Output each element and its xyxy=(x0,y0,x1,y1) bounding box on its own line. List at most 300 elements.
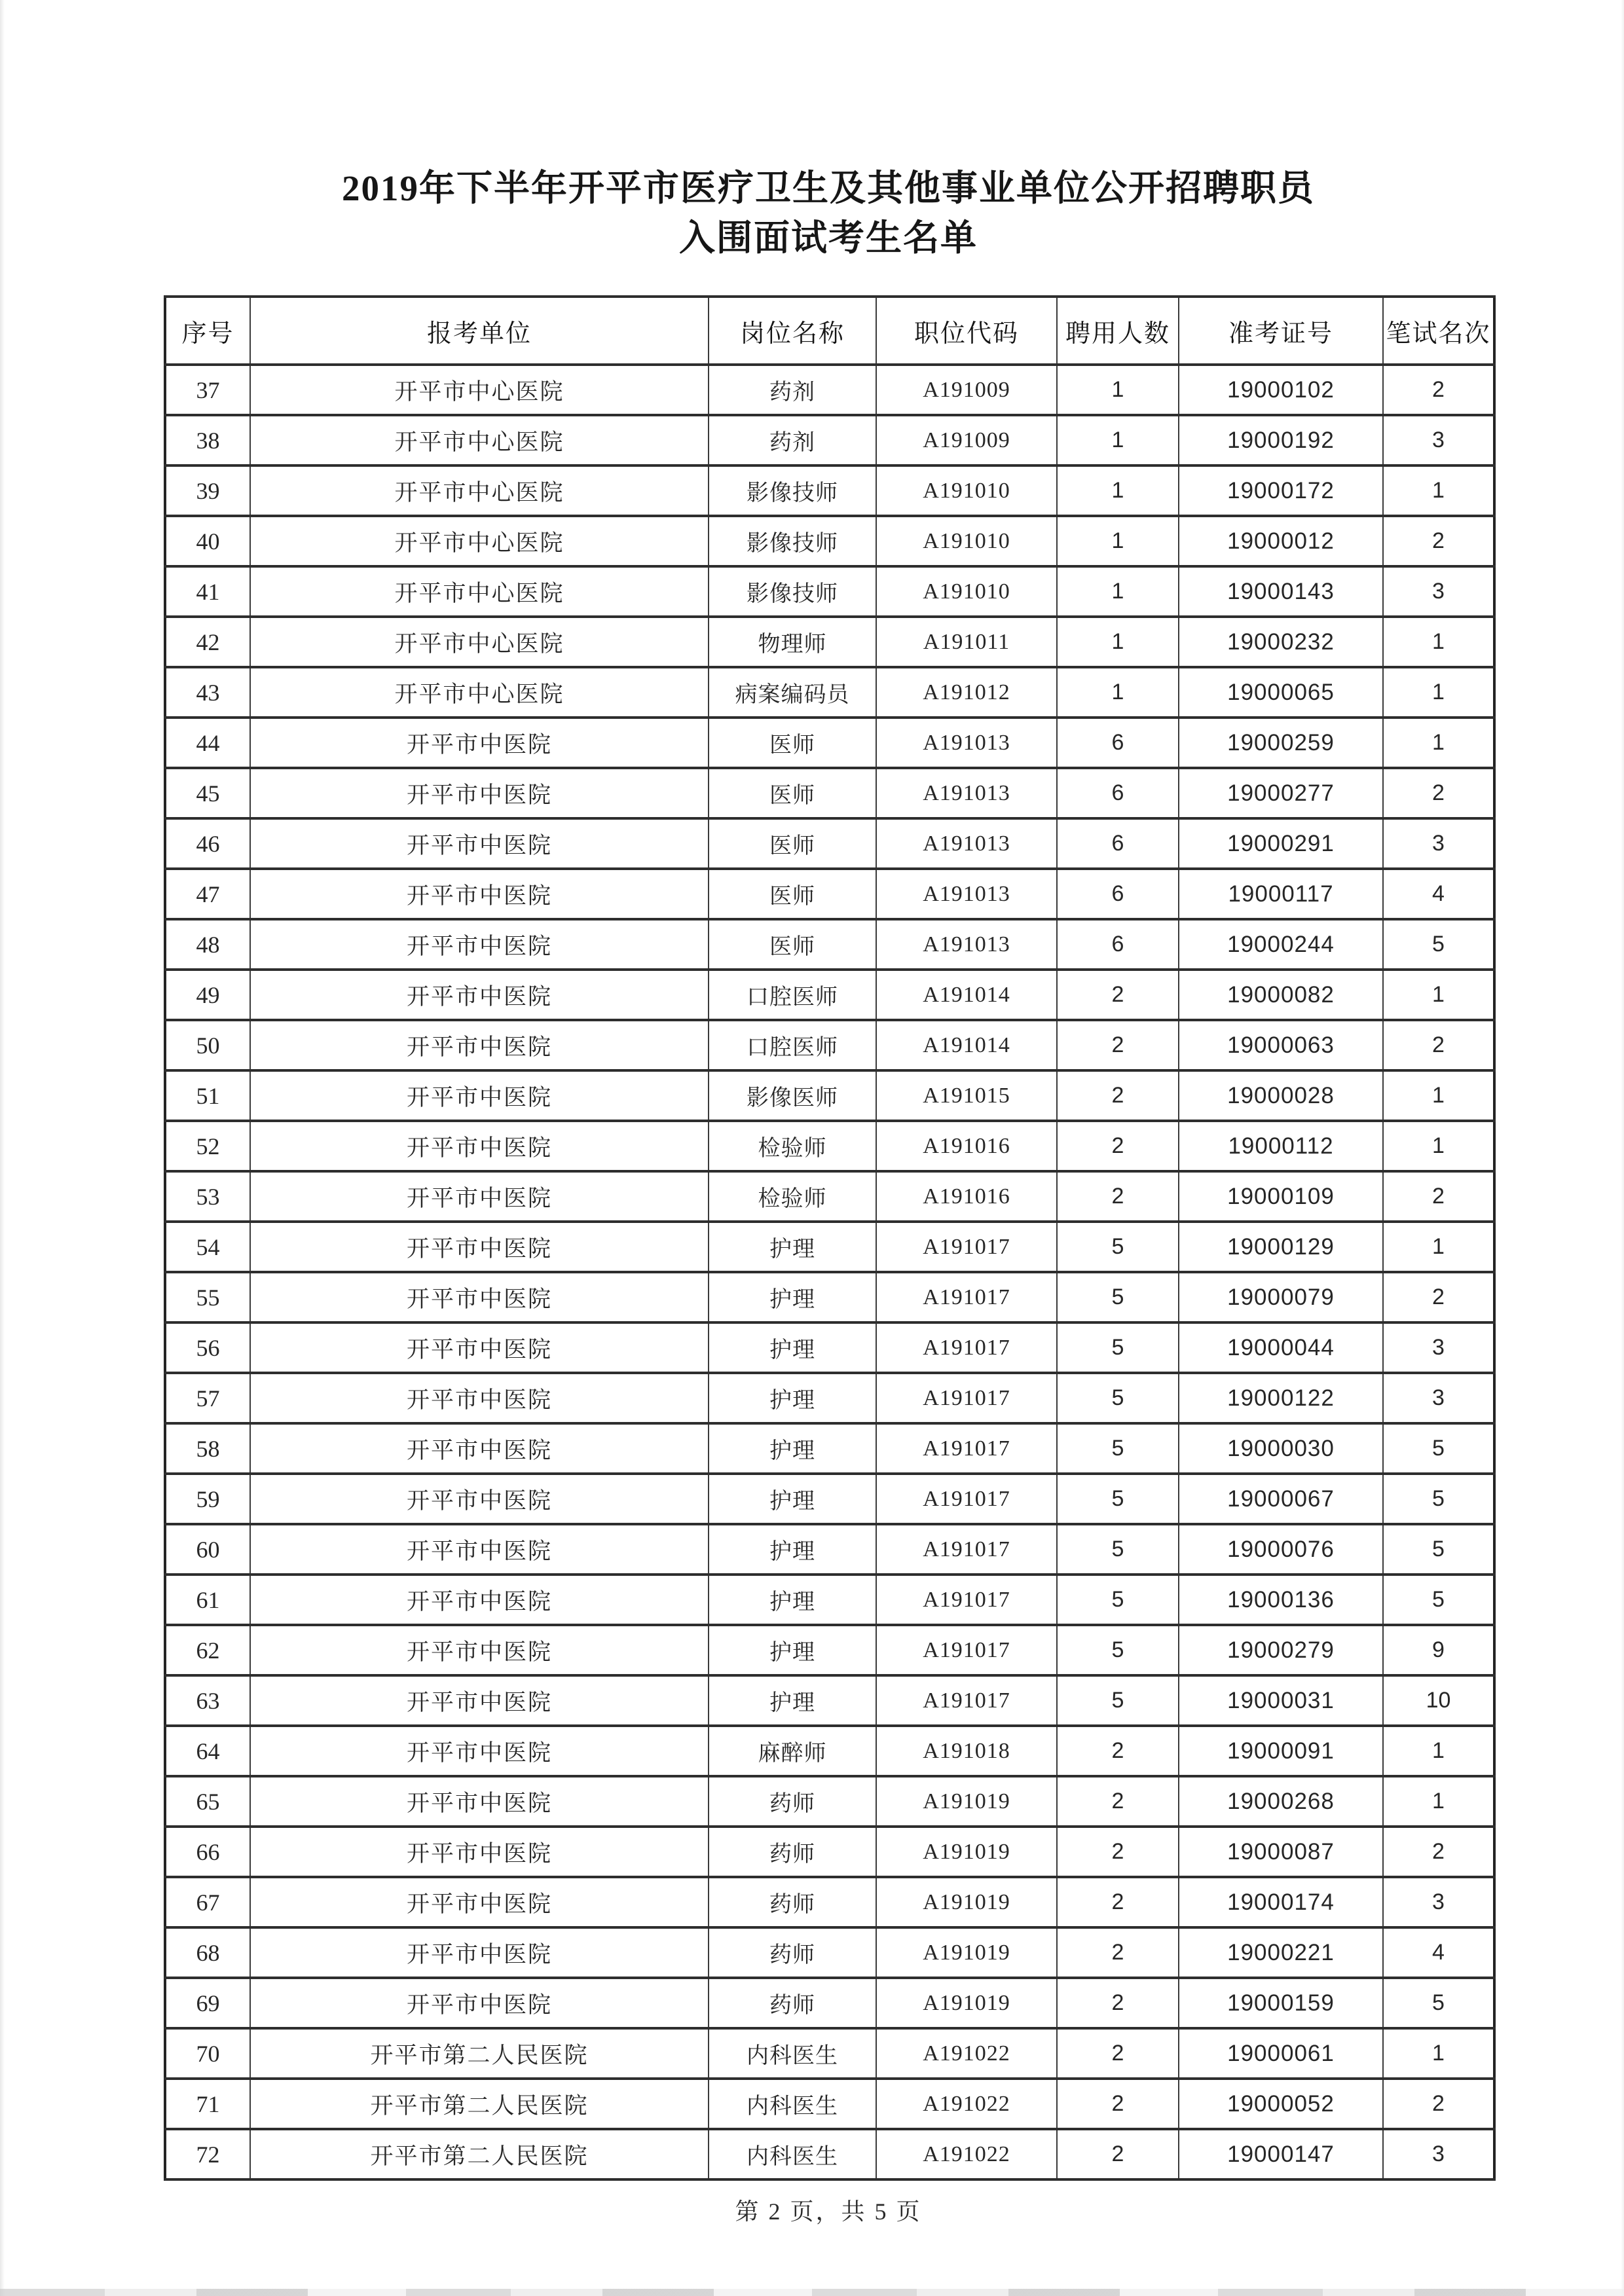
cell-ticket: 19000091 xyxy=(1179,1726,1383,1776)
cell-rank: 4 xyxy=(1383,1927,1494,1978)
cell-code: A191022 xyxy=(876,2079,1057,2129)
cell-seq: 52 xyxy=(165,1121,250,1171)
cell-code: A191011 xyxy=(876,617,1057,667)
cell-seq: 46 xyxy=(165,818,250,869)
cell-ticket: 19000087 xyxy=(1179,1827,1383,1877)
cell-seq: 71 xyxy=(165,2079,250,2129)
table-header-row xyxy=(165,297,1494,365)
cell-seq: 45 xyxy=(165,768,250,818)
cell-unit: 开平市中医院 xyxy=(250,1423,709,1474)
cell-code: A191013 xyxy=(876,919,1057,970)
cell-code: A191022 xyxy=(876,2129,1057,2179)
cell-rank: 2 xyxy=(1383,516,1494,566)
cell-hires: 5 xyxy=(1057,1423,1179,1474)
cell-position: 检验师 xyxy=(709,1171,876,1222)
cell-hires: 5 xyxy=(1057,1625,1179,1675)
cell-position: 医师 xyxy=(709,768,876,818)
cell-position: 内科医生 xyxy=(709,2079,876,2129)
cell-ticket: 19000279 xyxy=(1179,1625,1383,1675)
cell-position: 影像医师 xyxy=(709,1070,876,1121)
cell-hires: 1 xyxy=(1057,465,1179,516)
cell-ticket: 19000244 xyxy=(1179,919,1383,970)
cell-hires: 1 xyxy=(1057,415,1179,465)
cell-position: 护理 xyxy=(709,1272,876,1322)
cell-unit: 开平市中医院 xyxy=(250,1776,709,1827)
cell-hires: 6 xyxy=(1057,818,1179,869)
cell-code: A191022 xyxy=(876,2028,1057,2079)
cell-position: 护理 xyxy=(709,1524,876,1575)
cell-code: A191016 xyxy=(876,1171,1057,1222)
cell-hires: 2 xyxy=(1057,1978,1179,2028)
cell-position: 影像技师 xyxy=(709,465,876,516)
cell-ticket: 19000174 xyxy=(1179,1877,1383,1927)
cell-code: A191018 xyxy=(876,1726,1057,1776)
cell-unit: 开平市中心医院 xyxy=(250,365,709,415)
cell-ticket: 19000159 xyxy=(1179,1978,1383,2028)
table-body xyxy=(165,365,1494,2179)
document-title-line2: 入围面试考生名单 xyxy=(678,218,978,258)
cell-ticket: 19000044 xyxy=(1179,1322,1383,1373)
cell-code: A191014 xyxy=(876,970,1057,1020)
cell-rank: 10 xyxy=(1383,1675,1494,1726)
cell-hires: 5 xyxy=(1057,1524,1179,1575)
cell-unit: 开平市中医院 xyxy=(250,1877,709,1927)
cell-rank: 3 xyxy=(1383,1373,1494,1423)
header-hires: 聘用人数 xyxy=(1057,297,1179,365)
cell-ticket: 19000147 xyxy=(1179,2129,1383,2179)
cell-position: 影像技师 xyxy=(709,516,876,566)
table-row xyxy=(165,1322,1494,1373)
cell-seq: 64 xyxy=(165,1726,250,1776)
cell-rank: 1 xyxy=(1383,1121,1494,1171)
cell-ticket: 19000268 xyxy=(1179,1776,1383,1827)
cell-ticket: 19000129 xyxy=(1179,1222,1383,1272)
cell-unit: 开平市中医院 xyxy=(250,1675,709,1726)
table-row xyxy=(165,1726,1494,1776)
cell-code: A191010 xyxy=(876,566,1057,617)
cell-position: 内科医生 xyxy=(709,2028,876,2079)
cell-seq: 68 xyxy=(165,1927,250,1978)
cell-code: A191017 xyxy=(876,1373,1057,1423)
cell-seq: 66 xyxy=(165,1827,250,1877)
cell-ticket: 19000061 xyxy=(1179,2028,1383,2079)
header-unit: 报考单位 xyxy=(250,297,709,365)
cell-seq: 53 xyxy=(165,1171,250,1222)
cell-hires: 5 xyxy=(1057,1322,1179,1373)
cell-unit: 开平市中医院 xyxy=(250,1474,709,1524)
cell-position: 病案编码员 xyxy=(709,667,876,718)
cell-ticket: 19000122 xyxy=(1179,1373,1383,1423)
table-row xyxy=(165,1222,1494,1272)
table-row xyxy=(165,970,1494,1020)
cell-code: A191015 xyxy=(876,1070,1057,1121)
cell-code: A191017 xyxy=(876,1272,1057,1322)
cell-hires: 2 xyxy=(1057,1070,1179,1121)
table-row xyxy=(165,818,1494,869)
cell-ticket: 19000102 xyxy=(1179,365,1383,415)
cell-unit: 开平市中医院 xyxy=(250,768,709,818)
cell-rank: 5 xyxy=(1383,1524,1494,1575)
cell-position: 护理 xyxy=(709,1423,876,1474)
cell-ticket: 19000232 xyxy=(1179,617,1383,667)
table-row xyxy=(165,1423,1494,1474)
cell-seq: 54 xyxy=(165,1222,250,1272)
cell-rank: 1 xyxy=(1383,970,1494,1020)
cell-code: A191019 xyxy=(876,1827,1057,1877)
cell-position: 影像技师 xyxy=(709,566,876,617)
cell-unit: 开平市中医院 xyxy=(250,818,709,869)
cell-hires: 5 xyxy=(1057,1575,1179,1625)
cell-ticket: 19000031 xyxy=(1179,1675,1383,1726)
cell-code: A191013 xyxy=(876,768,1057,818)
cell-ticket: 19000136 xyxy=(1179,1575,1383,1625)
cell-hires: 2 xyxy=(1057,970,1179,1020)
cell-code: A191012 xyxy=(876,667,1057,718)
cell-unit: 开平市中医院 xyxy=(250,1827,709,1877)
cell-ticket: 19000028 xyxy=(1179,1070,1383,1121)
cell-position: 护理 xyxy=(709,1675,876,1726)
cell-unit: 开平市中医院 xyxy=(250,919,709,970)
cell-position: 护理 xyxy=(709,1575,876,1625)
cell-rank: 2 xyxy=(1383,2079,1494,2129)
cell-hires: 5 xyxy=(1057,1222,1179,1272)
cell-rank: 1 xyxy=(1383,465,1494,516)
cell-code: A191013 xyxy=(876,818,1057,869)
cell-seq: 43 xyxy=(165,667,250,718)
cell-unit: 开平市中心医院 xyxy=(250,415,709,465)
cell-ticket: 19000079 xyxy=(1179,1272,1383,1322)
cell-ticket: 19000291 xyxy=(1179,818,1383,869)
header-rank: 笔试名次 xyxy=(1383,297,1494,365)
cell-code: A191009 xyxy=(876,415,1057,465)
cell-rank: 1 xyxy=(1383,2028,1494,2079)
table-row xyxy=(165,1524,1494,1575)
table-row xyxy=(165,718,1494,768)
cell-position: 口腔医师 xyxy=(709,970,876,1020)
cell-unit: 开平市中医院 xyxy=(250,718,709,768)
table-row xyxy=(165,1776,1494,1827)
cell-rank: 3 xyxy=(1383,1877,1494,1927)
cell-code: A191014 xyxy=(876,1020,1057,1070)
header-ticket: 准考证号 xyxy=(1179,297,1383,365)
cell-unit: 开平市中医院 xyxy=(250,1978,709,2028)
cell-unit: 开平市中医院 xyxy=(250,1373,709,1423)
cell-unit: 开平市中医院 xyxy=(250,1020,709,1070)
cell-hires: 5 xyxy=(1057,1474,1179,1524)
cell-code: A191017 xyxy=(876,1322,1057,1373)
table-row xyxy=(165,1927,1494,1978)
cell-code: A191019 xyxy=(876,1877,1057,1927)
cell-position: 药师 xyxy=(709,1978,876,2028)
cell-hires: 1 xyxy=(1057,365,1179,415)
header-position: 岗位名称 xyxy=(709,297,876,365)
cell-unit: 开平市中医院 xyxy=(250,1222,709,1272)
table-row xyxy=(165,1272,1494,1322)
cell-ticket: 19000082 xyxy=(1179,970,1383,1020)
document-title xyxy=(164,164,1493,263)
cell-rank: 2 xyxy=(1383,1171,1494,1222)
cell-unit: 开平市中医院 xyxy=(250,1524,709,1575)
scan-edge-left xyxy=(0,0,5,2296)
cell-position: 护理 xyxy=(709,1222,876,1272)
cell-position: 护理 xyxy=(709,1373,876,1423)
cell-rank: 4 xyxy=(1383,869,1494,919)
cell-seq: 42 xyxy=(165,617,250,667)
cell-seq: 48 xyxy=(165,919,250,970)
cell-hires: 2 xyxy=(1057,1877,1179,1927)
cell-seq: 61 xyxy=(165,1575,250,1625)
table-header xyxy=(165,297,1494,365)
page-footer: 第 2 页，共 5 页 xyxy=(735,2198,922,2225)
cell-unit: 开平市第二人民医院 xyxy=(250,2028,709,2079)
cell-unit: 开平市中心医院 xyxy=(250,465,709,516)
cell-ticket: 19000117 xyxy=(1179,869,1383,919)
table-row xyxy=(165,415,1494,465)
table-row xyxy=(165,566,1494,617)
table-row xyxy=(165,869,1494,919)
table-row xyxy=(165,919,1494,970)
table-row xyxy=(165,1625,1494,1675)
cell-unit: 开平市中医院 xyxy=(250,970,709,1020)
cell-unit: 开平市中医院 xyxy=(250,869,709,919)
cell-ticket: 19000112 xyxy=(1179,1121,1383,1171)
cell-rank: 5 xyxy=(1383,1423,1494,1474)
cell-rank: 2 xyxy=(1383,365,1494,415)
cell-position: 护理 xyxy=(709,1474,876,1524)
table-row xyxy=(165,2028,1494,2079)
cell-position: 麻醉师 xyxy=(709,1726,876,1776)
cell-rank: 3 xyxy=(1383,415,1494,465)
cell-position: 医师 xyxy=(709,718,876,768)
table-row xyxy=(165,1373,1494,1423)
cell-code: A191013 xyxy=(876,869,1057,919)
cell-hires: 6 xyxy=(1057,919,1179,970)
cell-unit: 开平市中医院 xyxy=(250,1575,709,1625)
cell-code: A191017 xyxy=(876,1675,1057,1726)
header-code: 职位代码 xyxy=(876,297,1057,365)
cell-unit: 开平市中医院 xyxy=(250,1726,709,1776)
cell-unit: 开平市中医院 xyxy=(250,1272,709,1322)
cell-position: 药剂 xyxy=(709,365,876,415)
scan-edge-right xyxy=(1621,0,1624,2296)
cell-unit: 开平市中心医院 xyxy=(250,617,709,667)
table-row xyxy=(165,2079,1494,2129)
cell-ticket: 19000259 xyxy=(1179,718,1383,768)
cell-seq: 56 xyxy=(165,1322,250,1373)
cell-seq: 55 xyxy=(165,1272,250,1322)
cell-hires: 6 xyxy=(1057,718,1179,768)
cell-seq: 57 xyxy=(165,1373,250,1423)
cell-ticket: 19000192 xyxy=(1179,415,1383,465)
cell-ticket: 19000067 xyxy=(1179,1474,1383,1524)
cell-position: 口腔医师 xyxy=(709,1020,876,1070)
cell-code: A191017 xyxy=(876,1423,1057,1474)
cell-seq: 69 xyxy=(165,1978,250,2028)
table-row xyxy=(165,1020,1494,1070)
cell-unit: 开平市中医院 xyxy=(250,1927,709,1978)
cell-hires: 2 xyxy=(1057,2129,1179,2179)
cell-hires: 2 xyxy=(1057,1726,1179,1776)
cell-seq: 62 xyxy=(165,1625,250,1675)
cell-code: A191010 xyxy=(876,465,1057,516)
table-row xyxy=(165,1121,1494,1171)
cell-position: 医师 xyxy=(709,818,876,869)
cell-ticket: 19000109 xyxy=(1179,1171,1383,1222)
cell-hires: 2 xyxy=(1057,2028,1179,2079)
table-row xyxy=(165,1070,1494,1121)
cell-hires: 2 xyxy=(1057,1827,1179,1877)
cell-rank: 1 xyxy=(1383,1776,1494,1827)
cell-code: A191009 xyxy=(876,365,1057,415)
cell-position: 护理 xyxy=(709,1625,876,1675)
cell-position: 护理 xyxy=(709,1322,876,1373)
cell-code: A191010 xyxy=(876,516,1057,566)
cell-rank: 1 xyxy=(1383,667,1494,718)
cell-rank: 3 xyxy=(1383,2129,1494,2179)
cell-rank: 2 xyxy=(1383,1827,1494,1877)
cell-rank: 3 xyxy=(1383,1322,1494,1373)
cell-rank: 9 xyxy=(1383,1625,1494,1675)
cell-rank: 3 xyxy=(1383,566,1494,617)
cell-position: 物理师 xyxy=(709,617,876,667)
table-row xyxy=(165,516,1494,566)
cell-seq: 49 xyxy=(165,970,250,1020)
cell-rank: 2 xyxy=(1383,768,1494,818)
cell-code: A191017 xyxy=(876,1222,1057,1272)
table-row xyxy=(165,1171,1494,1222)
cell-hires: 1 xyxy=(1057,617,1179,667)
cell-seq: 50 xyxy=(165,1020,250,1070)
cell-unit: 开平市中医院 xyxy=(250,1625,709,1675)
cell-seq: 72 xyxy=(165,2129,250,2179)
cell-rank: 1 xyxy=(1383,1222,1494,1272)
cell-rank: 5 xyxy=(1383,1575,1494,1625)
cell-hires: 5 xyxy=(1057,1675,1179,1726)
cell-ticket: 19000143 xyxy=(1179,566,1383,617)
cell-unit: 开平市第二人民医院 xyxy=(250,2079,709,2129)
cell-hires: 2 xyxy=(1057,2079,1179,2129)
cell-unit: 开平市中医院 xyxy=(250,1070,709,1121)
cell-ticket: 19000076 xyxy=(1179,1524,1383,1575)
cell-rank: 1 xyxy=(1383,1070,1494,1121)
table-row xyxy=(165,617,1494,667)
cell-seq: 65 xyxy=(165,1776,250,1827)
cell-position: 检验师 xyxy=(709,1121,876,1171)
table-row xyxy=(165,667,1494,718)
cell-hires: 5 xyxy=(1057,1373,1179,1423)
cell-rank: 5 xyxy=(1383,1474,1494,1524)
cell-position: 药师 xyxy=(709,1927,876,1978)
cell-code: A191019 xyxy=(876,1927,1057,1978)
cell-hires: 2 xyxy=(1057,1121,1179,1171)
cell-ticket: 19000063 xyxy=(1179,1020,1383,1070)
cell-code: A191019 xyxy=(876,1776,1057,1827)
cell-position: 内科医生 xyxy=(709,2129,876,2179)
cell-ticket: 19000052 xyxy=(1179,2079,1383,2129)
cell-hires: 6 xyxy=(1057,768,1179,818)
table-row xyxy=(165,2129,1494,2179)
cell-rank: 2 xyxy=(1383,1272,1494,1322)
cell-seq: 63 xyxy=(165,1675,250,1726)
cell-code: A191017 xyxy=(876,1524,1057,1575)
cell-seq: 38 xyxy=(165,415,250,465)
cell-rank: 1 xyxy=(1383,617,1494,667)
cell-unit: 开平市中医院 xyxy=(250,1121,709,1171)
cell-hires: 2 xyxy=(1057,1171,1179,1222)
cell-ticket: 19000172 xyxy=(1179,465,1383,516)
table-row xyxy=(165,1474,1494,1524)
cell-hires: 5 xyxy=(1057,1272,1179,1322)
document-title-line1: 2019年下半年开平市医疗卫生及其他事业单位公开招聘职员 xyxy=(341,168,1315,208)
cell-position: 药师 xyxy=(709,1776,876,1827)
cell-code: A191017 xyxy=(876,1625,1057,1675)
table-row xyxy=(165,768,1494,818)
cell-code: A191016 xyxy=(876,1121,1057,1171)
table-row xyxy=(165,1978,1494,2028)
cell-hires: 2 xyxy=(1057,1776,1179,1827)
cell-seq: 40 xyxy=(165,516,250,566)
cell-code: A191017 xyxy=(876,1575,1057,1625)
table-row xyxy=(165,465,1494,516)
cell-hires: 6 xyxy=(1057,869,1179,919)
cell-seq: 51 xyxy=(165,1070,250,1121)
cell-position: 医师 xyxy=(709,919,876,970)
scan-edge-bottom xyxy=(0,2289,1624,2296)
cell-rank: 3 xyxy=(1383,818,1494,869)
cell-ticket: 19000065 xyxy=(1179,667,1383,718)
cell-hires: 1 xyxy=(1057,566,1179,617)
cell-position: 药师 xyxy=(709,1827,876,1877)
cell-seq: 67 xyxy=(165,1877,250,1927)
header-seq: 序号 xyxy=(165,297,250,365)
cell-code: A191017 xyxy=(876,1474,1057,1524)
cell-seq: 47 xyxy=(165,869,250,919)
cell-rank: 2 xyxy=(1383,1020,1494,1070)
cell-unit: 开平市中医院 xyxy=(250,1171,709,1222)
cell-hires: 2 xyxy=(1057,1020,1179,1070)
cell-ticket: 19000221 xyxy=(1179,1927,1383,1978)
cell-ticket: 19000012 xyxy=(1179,516,1383,566)
table-row xyxy=(165,1877,1494,1927)
cell-position: 药剂 xyxy=(709,415,876,465)
cell-rank: 5 xyxy=(1383,1978,1494,2028)
cell-seq: 37 xyxy=(165,365,250,415)
cell-unit: 开平市第二人民医院 xyxy=(250,2129,709,2179)
cell-seq: 44 xyxy=(165,718,250,768)
cell-code: A191019 xyxy=(876,1978,1057,2028)
cell-unit: 开平市中心医院 xyxy=(250,667,709,718)
cell-unit: 开平市中心医院 xyxy=(250,566,709,617)
cell-code: A191013 xyxy=(876,718,1057,768)
cell-seq: 39 xyxy=(165,465,250,516)
table-row xyxy=(165,1575,1494,1625)
cell-position: 药师 xyxy=(709,1877,876,1927)
cell-position: 医师 xyxy=(709,869,876,919)
cell-seq: 41 xyxy=(165,566,250,617)
cell-unit: 开平市中医院 xyxy=(250,1322,709,1373)
cell-rank: 1 xyxy=(1383,718,1494,768)
cell-ticket: 19000277 xyxy=(1179,768,1383,818)
table-row xyxy=(165,365,1494,415)
cell-hires: 2 xyxy=(1057,1927,1179,1978)
cell-unit: 开平市中心医院 xyxy=(250,516,709,566)
cell-seq: 59 xyxy=(165,1474,250,1524)
cell-seq: 60 xyxy=(165,1524,250,1575)
cell-hires: 1 xyxy=(1057,516,1179,566)
cell-ticket: 19000030 xyxy=(1179,1423,1383,1474)
cell-seq: 70 xyxy=(165,2028,250,2079)
table-row xyxy=(165,1675,1494,1726)
